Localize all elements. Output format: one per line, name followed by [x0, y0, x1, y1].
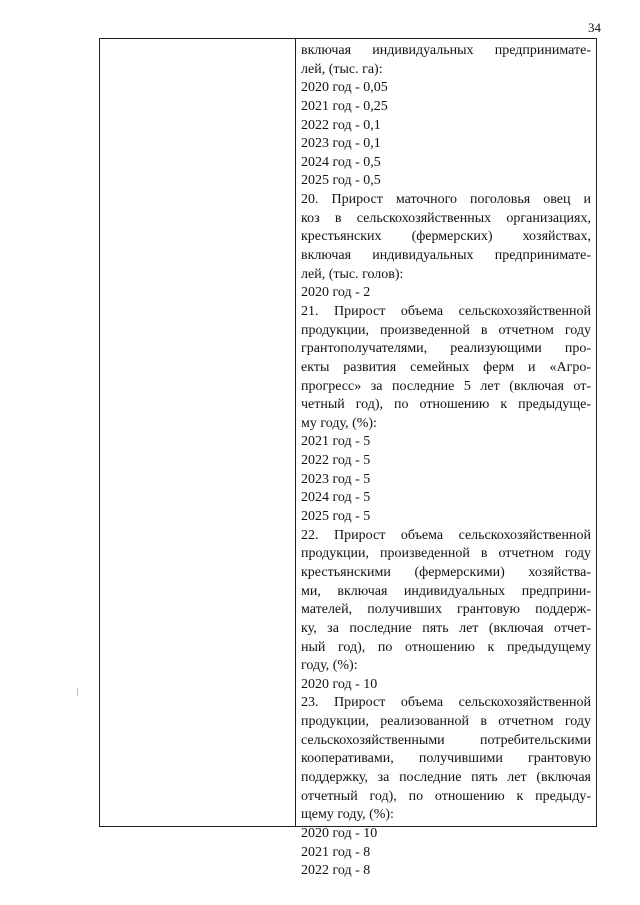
margin-mark	[77, 688, 78, 696]
text-line: 2020 год - 2	[301, 285, 371, 301]
text-line: включая индивидуальных предпринимате-	[301, 248, 591, 264]
text-line: ми, включая индивидуальных предприни-	[301, 583, 591, 599]
text-line: продукции, реализованной в отчетном году	[301, 714, 591, 730]
text-line: щему году, (%):	[301, 807, 394, 823]
text-line: 2021 год - 0,25	[301, 98, 388, 114]
text-line: кооперативами, получившими грантовую	[301, 751, 591, 767]
text-line: 2022 год - 8	[301, 863, 371, 879]
text-line: 20. Прирост маточного поголовья овец и	[301, 192, 591, 208]
text-line: 2021 год - 5	[301, 434, 371, 450]
text-line: 23. Прирост объема сельскохозяйственной	[301, 695, 591, 711]
content-table	[99, 38, 597, 879]
text-line: четный год), по отношению к предыдуще-	[301, 397, 591, 413]
text-line: 21. Прирост объема сельскохозяйственной	[301, 303, 591, 319]
text-line: коз в сельскохозяйственных организациях,	[301, 210, 591, 226]
text-line: поддержку, за последние пять лет (включая	[301, 769, 591, 785]
text-line: мателей, получивших грантовую поддерж-	[301, 602, 591, 618]
page-number: 34	[588, 20, 601, 35]
text-line: ку, за последние пять лет (включая отчет-	[301, 620, 591, 636]
text-line: 2025 год - 5	[301, 509, 371, 525]
text-line: 2023 год - 0,1	[301, 136, 381, 152]
text-line: екты развития семейных ферм и «Агро-	[301, 359, 591, 375]
text-line: му году, (%):	[301, 415, 377, 431]
text-line: 2023 год - 5	[301, 471, 371, 487]
text-line: 22. Прирост объема сельскохозяйственной	[301, 527, 591, 543]
text-line: 2020 год - 10	[301, 825, 378, 841]
text-line: 2024 год - 0,5	[301, 154, 381, 170]
text-line: 2024 год - 5	[301, 490, 371, 506]
text-line: лей, (тыс. голов):	[301, 266, 404, 282]
right-cell	[301, 42, 591, 881]
text-line: крестьянских (фермерских) хозяйствах,	[301, 229, 591, 245]
text-line: грантополучателями, реализующими про-	[301, 341, 591, 357]
text-line: 2021 год - 8	[301, 844, 371, 860]
column-divider	[295, 39, 296, 826]
text-line: ный год), по отношению к предыдущему	[301, 639, 591, 655]
text-line: сельскохозяйственными потребительскими	[301, 732, 591, 748]
text-line: крестьянскими (фермерскими) хозяйства-	[301, 564, 591, 580]
text-line: прогресс» за последние 5 лет (включая от-	[301, 378, 591, 394]
text-line: 2025 год - 0,5	[301, 173, 381, 189]
text-line: году, (%):	[301, 658, 358, 674]
text-line: 2020 год - 0,05	[301, 80, 388, 96]
text-line: включая индивидуальных предпринимате-	[301, 43, 591, 58]
text-line: 2022 год - 0,1	[301, 117, 381, 133]
text-line: продукции, произведенной в отчетном году	[301, 546, 591, 562]
text-line: отчетный год), по отношению к предыду-	[301, 788, 591, 804]
text-line: 2020 год - 10	[301, 676, 378, 692]
text-line: лей, (тыс. га):	[301, 61, 383, 77]
text-line: 2022 год - 5	[301, 453, 371, 469]
text-line: продукции, произведенной в отчетном году	[301, 322, 591, 338]
